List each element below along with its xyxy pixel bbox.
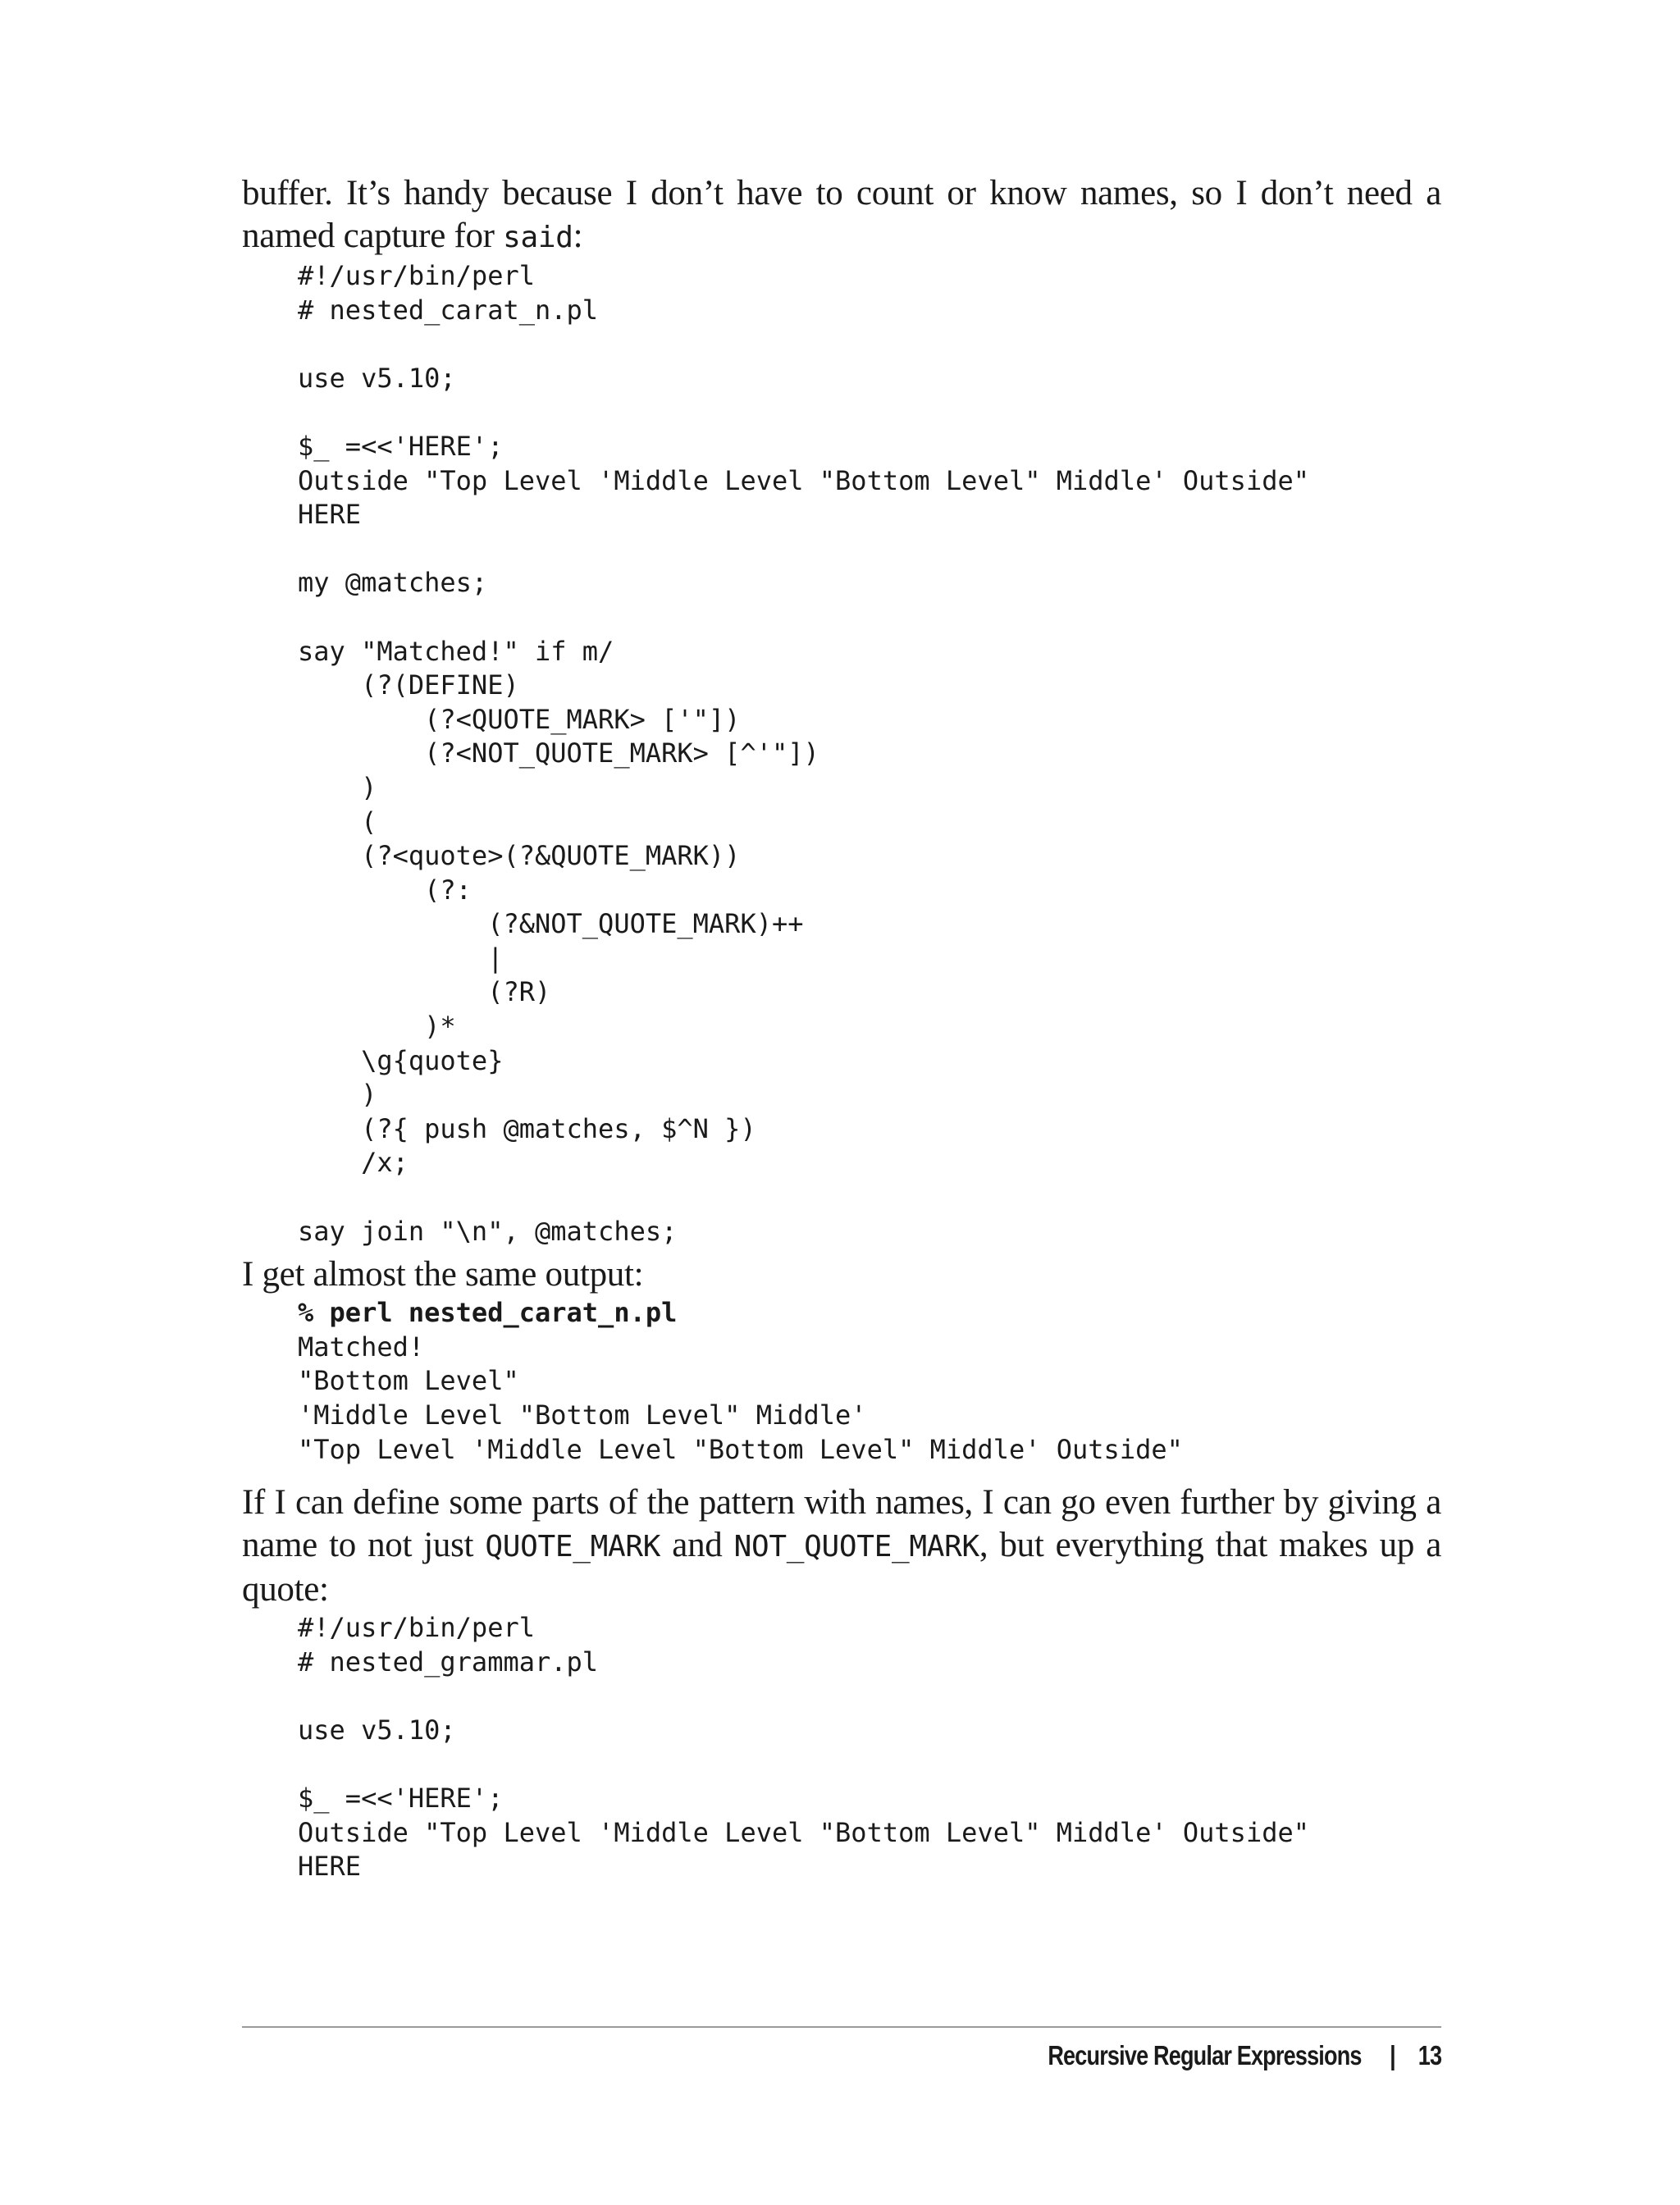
paragraph-grammar-end: , but everything that makes up a quote:: [242, 1526, 1441, 1609]
code-listing-nested-grammar: #!/usr/bin/perl # nested_grammar.pl use v5.10; $_ =<<'HERE'; Outside "Top Level 'Middle Level "Bottom Level" Middle' Outside" HERE: [298, 1612, 1309, 1883]
paragraph-intro-text: buffer. It’s handy because I don’t have to count or know names, so I don’t need a named capture for: [242, 174, 1441, 255]
page-content: [242, 172, 1441, 1884]
inline-code-said: said: [503, 221, 573, 254]
inline-code-quote-mark: QUOTE_MARK: [485, 1530, 661, 1564]
code-listing-nested-carat-n: #!/usr/bin/perl # nested_carat_n.pl use v5.10; $_ =<<'HERE'; Outside "Top Level 'Middle Level "Bottom Level" Middle' Outside" HERE my @matches; say "Matched!" if m/ (?(DEFINE) (?<QUOTE_MARK> ['"]) (?<NOT_QUOTE_MARK> [^'"]) ) ( (?<quote>(?&QUOTE_MARK)) (?: (?&NOT_QUOTE_MARK)++ | (?R) )* \g{quote} ) (?{ push @matches, $^N }) /x; say join "\n", @matches;: [298, 260, 1309, 1247]
footer-rule: [242, 2026, 1441, 2028]
inline-code-not-quote-mark: NOT_QUOTE_MARK: [733, 1530, 979, 1564]
paragraph-grammar-text: If I can define some parts of the pattern with names, I can go even further by giving a name to not just: [242, 1483, 1441, 1565]
paragraph-grammar-intro: [242, 1481, 1441, 1611]
footer-separator: |: [1389, 2040, 1395, 2070]
paragraph-output-intro: I get almost the same output:: [242, 1255, 644, 1294]
paragraph-intro: [242, 172, 1441, 259]
paragraph-intro-end: :: [573, 217, 583, 255]
footer-page-number: 13: [1418, 2040, 1441, 2070]
footer-chapter-title: Recursive Regular Expressions: [1048, 2040, 1362, 2070]
terminal-command: % perl nested_carat_n.pl: [298, 1297, 678, 1329]
terminal-output-lines: Matched! "Bottom Level" 'Middle Level "Bottom Level" Middle' "Top Level 'Middle Level "Bottom Level" Middle' Outside": [298, 1331, 1183, 1465]
paragraph-grammar-mid: and: [660, 1526, 734, 1565]
page-footer: [1048, 2038, 1441, 2074]
terminal-output: [242, 1296, 1441, 1467]
